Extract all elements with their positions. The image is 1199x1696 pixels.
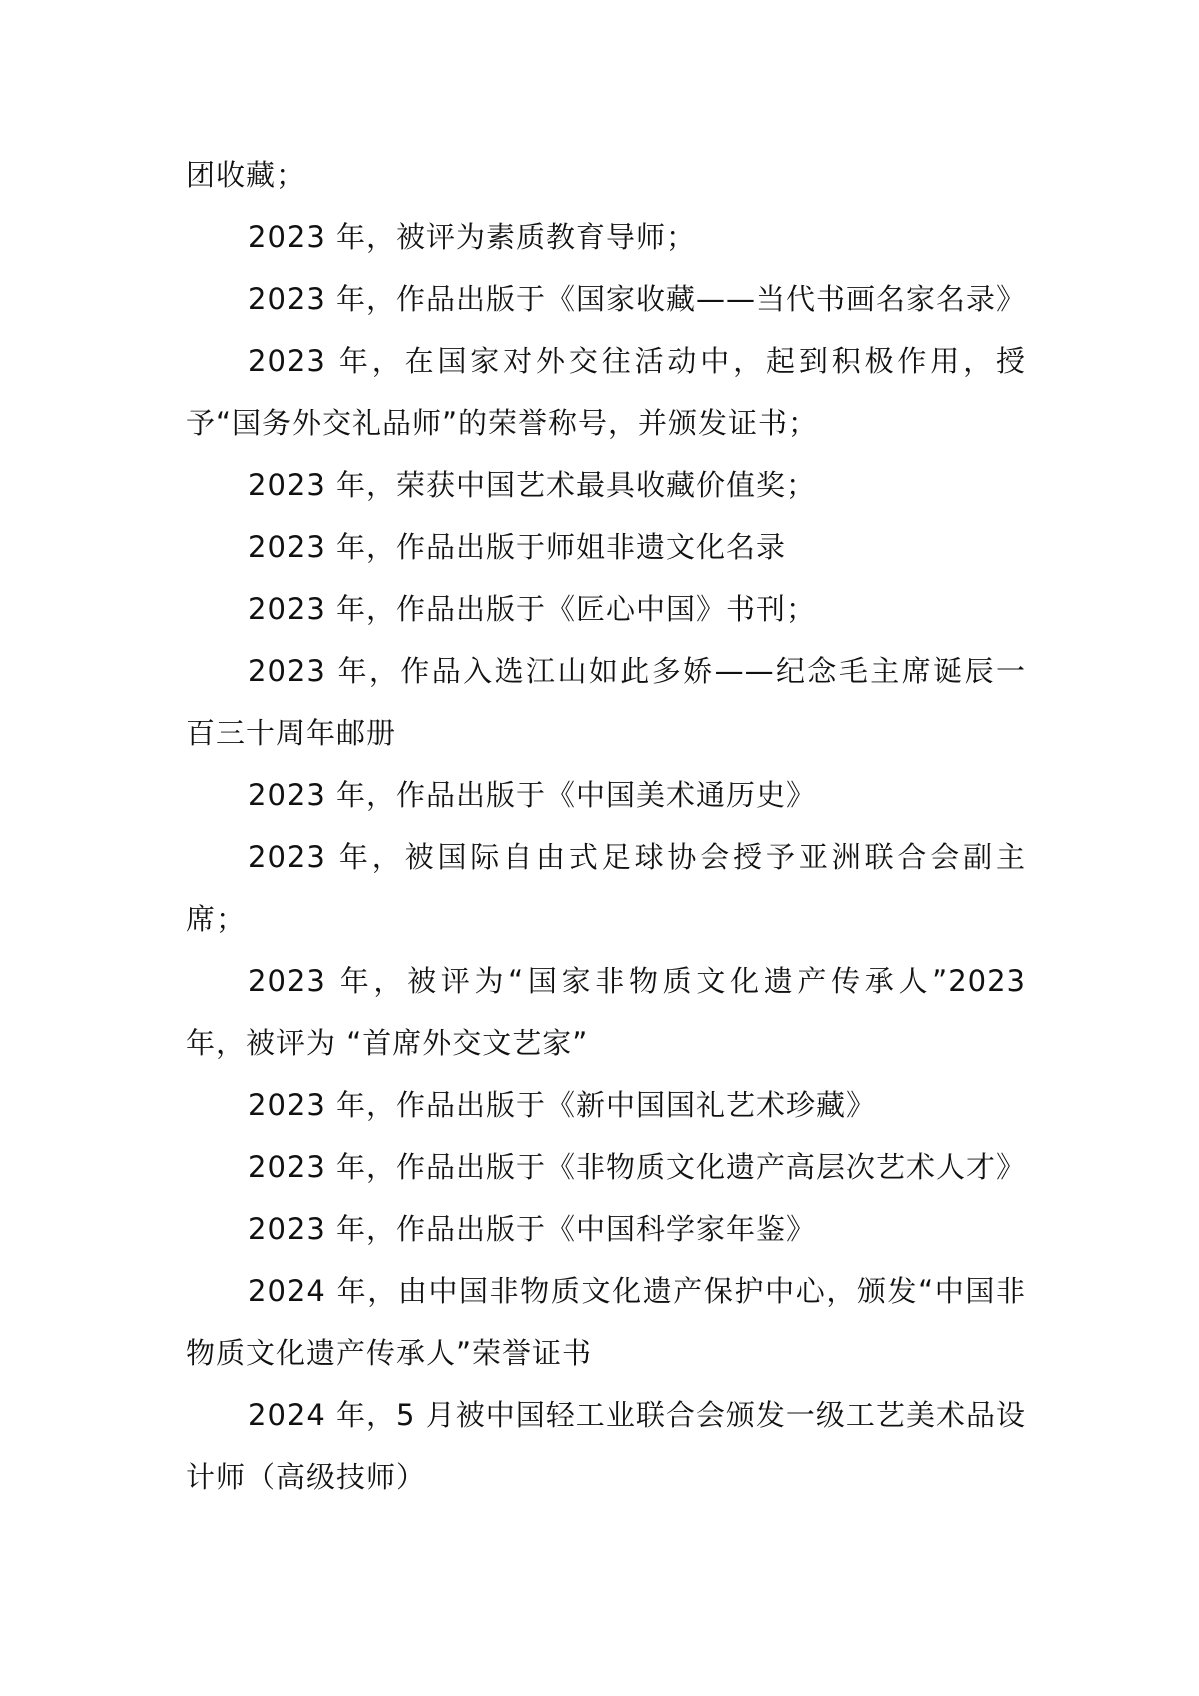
paragraph: 2024 年，由中国非物质文化遗产保护中心，颁发“中国非物质文化遗产传承人”荣誉证书 — [186, 1274, 1026, 1370]
paragraph: 2023 年，作品出版于师姐非遗文化名录 — [248, 530, 787, 564]
paragraph: 2023 年，在国家对外交往活动中，起到积极作用，授予“国务外交礼品师”的荣誉称号，并颁发证书； — [186, 344, 1026, 440]
paragraph: 2023 年，作品出版于《非物质文化遗产高层次艺术人才》 — [248, 1150, 1027, 1184]
paragraph: 2023 年，作品入选江山如此多娇——纪念毛主席诞辰一百三十周年邮册 — [186, 654, 1026, 750]
paragraph: 2024 年，5 月被中国轻工业联合会颁发一级工艺美术品设计师（高级技师） — [186, 1398, 1026, 1494]
paragraph: 2023 年，作品出版于《国家收藏——当代书画名家名录》 — [248, 282, 1027, 316]
paragraph: 团收藏； — [186, 158, 307, 192]
document-body — [186, 144, 1026, 1508]
paragraph: 2023 年，作品出版于《匠心中国》书刊； — [248, 592, 817, 626]
paragraph: 2023 年，作品出版于《中国科学家年鉴》 — [248, 1212, 817, 1246]
paragraph: 2023 年，作品出版于《中国美术通历史》 — [248, 778, 817, 812]
paragraph: 2023 年，作品出版于《新中国国礼艺术珍藏》 — [248, 1088, 877, 1122]
paragraph: 2023 年，荣获中国艺术最具收藏价值奖； — [248, 468, 817, 502]
paragraph: 2023 年，被评为“国家非物质文化遗产传承人”2023 年，被评为 “首席外交文艺家” — [186, 964, 1026, 1060]
paragraph: 2023 年，被评为素质教育导师； — [248, 220, 697, 254]
paragraph: 2023 年，被国际自由式足球协会授予亚洲联合会副主席； — [186, 840, 1026, 936]
